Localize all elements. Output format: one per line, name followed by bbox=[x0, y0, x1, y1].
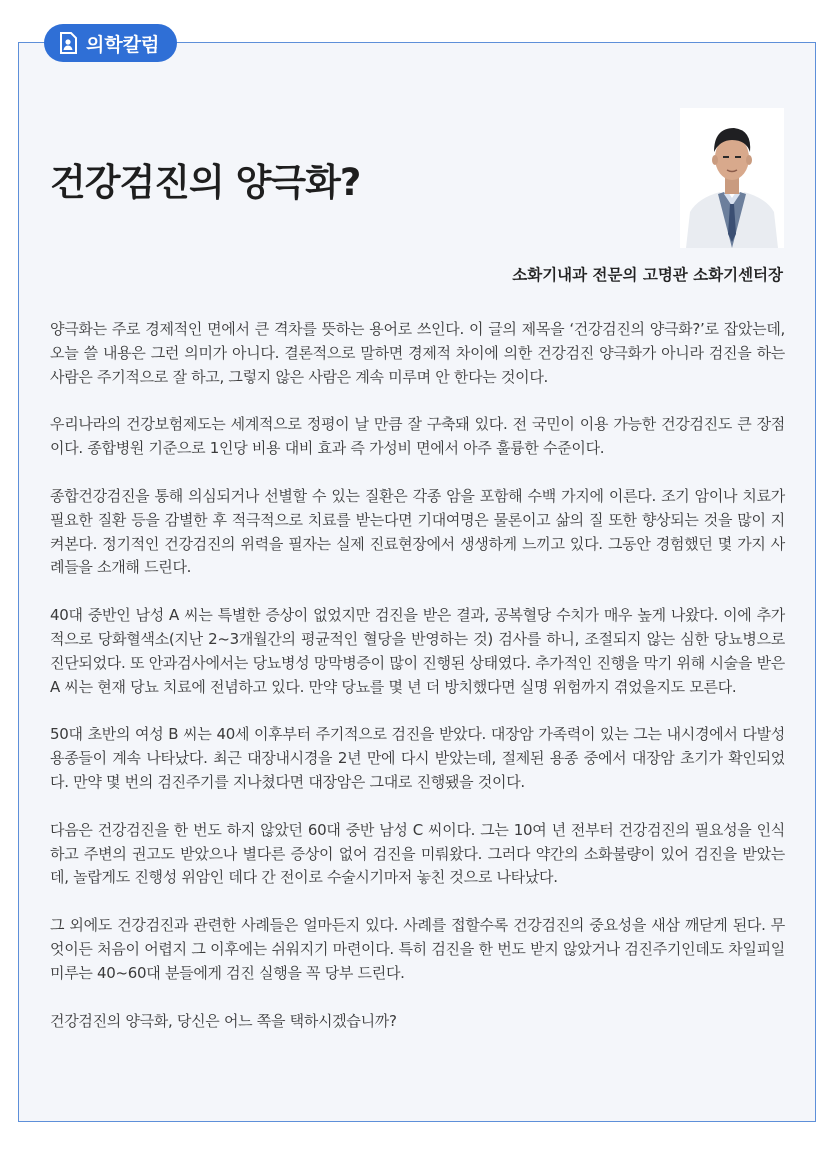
article-body bbox=[50, 318, 785, 1057]
article-title: 건강검진의 양극화? bbox=[50, 161, 361, 204]
paragraph: 건강검진의 양극화, 당신은 어느 쪽을 택하시겠습니까? bbox=[50, 1011, 397, 1030]
paragraph: 다음은 건강검진을 한 번도 하지 않았던 60대 중반 남성 C 씨이다. 그는 10여 년 전부터 건강검진의 필요성을 인식하고 주변의 권고도 받았으나 별다른 증상이 없어 검진을 미뤄왔다. 그러다 약간의 소화불량이 있어 검진을 받았는데, 놀랍게도 진행성 위암인 데다 간 전이로 수술시기마저 놓친 것으로 나타났다. bbox=[50, 820, 785, 887]
column-badge bbox=[44, 24, 177, 62]
author-photo bbox=[680, 108, 784, 248]
author-byline: 소화기내과 전문의 고명관 소화기센터장 bbox=[512, 266, 783, 284]
paragraph: 종합건강검진을 통해 의심되거나 선별할 수 있는 질환은 각종 암을 포함해 수백 가지에 이른다. 조기 암이나 치료가 필요한 질환 등을 감별한 후 적극적으로 치료를 받는다면 기대여명은 물론이고 삶의 질 또한 향상되는 것을 많이 지켜본다. 정기적인 건강검진의 위력을 필자는 실제 진료현장에서 생생하게 느끼고 있다. 그동안 경험했던 몇 가지 사례들을 소개해 드린다. bbox=[50, 486, 785, 577]
paragraph: 우리나라의 건강보험제도는 세계적으로 정평이 날 만큼 잘 구축돼 있다. 전 국민이 이용 가능한 건강검진도 큰 장점이다. 종합병원 기준으로 1인당 비용 대비 효과 즉 가성비 면에서 아주 훌륭한 수준이다. bbox=[50, 415, 786, 458]
badge-label: 의학칼럼 bbox=[86, 33, 160, 56]
paragraph: 40대 중반인 남성 A 씨는 특별한 증상이 없었지만 검진을 받은 결과, 공복혈당 수치가 매우 높게 나왔다. 이에 추가적으로 당화혈색소(지난 2~3개월간의 평균적인 혈당을 반영하는 것) 검사를 하니, 조절되지 않는 심한 당뇨병으로 진단되었다. 또 안과검사에서는 당뇨병성 망막병증이 많이 진행된 상태였다. 추가적인 진행을 막기 위해 시술을 받은 A 씨는 현재 당뇨 치료에 전념하고 있다. 만약 당뇨를 몇 년 더 방치했다면 실명 위험까지 겪었을지도 모른다. bbox=[50, 606, 785, 696]
paragraph: 양극화는 주로 경제적인 면에서 큰 격차를 뜻하는 용어로 쓰인다. 이 글의 제목을 ‘건강검진의 양극화?’로 잡았는데, 오늘 쓸 내용은 그런 의미가 아니다. 결론적으로 말하면 경제적 차이에 의한 건강검진 양극화가 아니라 검진을 하는 사람은 주기적으로 잘 하고, 그렇지 않은 사람은 계속 미루며 안 한다는 것이다. bbox=[50, 320, 785, 386]
document-person-icon bbox=[58, 31, 80, 55]
paragraph: 그 외에도 건강검진과 관련한 사례들은 얼마든지 있다. 사례를 접할수록 건강검진의 중요성을 새삼 깨닫게 된다. 무엇이든 처음이 어렵지 그 이후에는 쉬워지기 마련이다. 특히 검진을 한 번도 받지 않았거나 검진주기인데도 차일피일 미루는 40~60대 분들에게 검진 실행을 꼭 당부 드린다. bbox=[50, 916, 786, 982]
paragraph: 50대 초반의 여성 B 씨는 40세 이후부터 주기적으로 검진을 받았다. 대장암 가족력이 있는 그는 내시경에서 다발성 용종들이 계속 나타났다. 최근 대장내시경을 2년 만에 다시 받았는데, 절제된 용종 중에서 대장암 초기가 확인되었다. 만약 몇 번의 검진주기를 지나쳤다면 대장암은 그대로 진행됐을 것이다. bbox=[50, 725, 785, 791]
